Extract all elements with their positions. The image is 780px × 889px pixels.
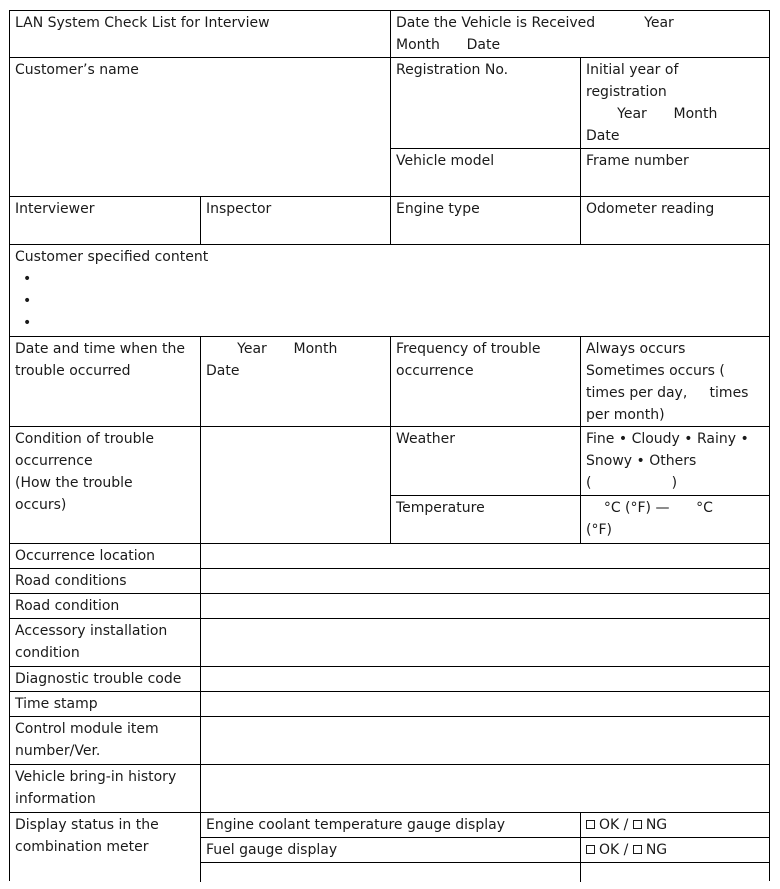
ng-checkbox[interactable] — [633, 820, 642, 829]
frame-number-cell[interactable]: Frame number — [586, 153, 689, 169]
dtc-label: Diagnostic trouble code — [15, 671, 182, 687]
condition-label: Condition of trouble occurrence (How the trouble occurs) — [15, 431, 154, 513]
engine-type-cell[interactable]: Engine type — [396, 201, 480, 217]
customer-name-label: Customer’s name — [15, 62, 139, 78]
trouble-datetime-label: Date and time when the trouble occurred — [15, 341, 186, 379]
road-conditions-label: Road conditions — [15, 573, 127, 589]
inspector-cell[interactable]: Inspector — [206, 201, 272, 217]
display-status-extra-status[interactable] — [581, 863, 769, 882]
temperature-label: Temperature — [396, 500, 485, 516]
occurrence-location-field[interactable] — [201, 544, 769, 568]
weather-label: Weather — [396, 431, 455, 447]
accessory-field[interactable] — [201, 619, 769, 666]
registration-no-cell[interactable] — [391, 58, 580, 148]
customer-content-label: Customer specified content — [15, 249, 209, 265]
temperature-value[interactable]: °C (°F) — °C (°F) — [586, 500, 713, 538]
fuel-gauge-status: OK / NG — [581, 838, 769, 862]
accessory-label: Accessory installation condition — [15, 623, 168, 661]
road-condition-field[interactable] — [201, 594, 769, 618]
time-stamp-label: Time stamp — [15, 696, 98, 712]
form-title: LAN System Check List for Interview — [15, 15, 270, 31]
list-item: • — [23, 315, 32, 331]
list-item: • — [23, 271, 32, 287]
coolant-gauge-label: Engine coolant temperature gauge display — [206, 817, 505, 833]
lan-check-list-form — [9, 10, 770, 881]
dtc-field[interactable] — [201, 667, 769, 691]
date-received-label: Date the Vehicle is Received — [396, 15, 596, 31]
odometer-cell[interactable]: Odometer reading — [586, 201, 715, 217]
ok-checkbox[interactable] — [586, 845, 595, 854]
frequency-sometimes-option[interactable]: Sometimes occurs ( — [586, 363, 725, 379]
bring-in-history-field[interactable] — [201, 765, 769, 812]
ok-checkbox[interactable] — [586, 820, 595, 829]
frequency-value[interactable]: Always occurs Sometimes occurs ( times per day, times per month) — [581, 337, 769, 426]
customer-content-cell[interactable] — [10, 245, 769, 336]
ng-checkbox[interactable] — [633, 845, 642, 854]
condition-value[interactable] — [201, 427, 390, 543]
registration-no-label: Registration No. — [396, 62, 509, 78]
list-item: • — [23, 293, 32, 309]
customer-name-cell[interactable] — [10, 58, 390, 196]
coolant-gauge-status: OK / NG — [581, 813, 769, 837]
date-received-cell[interactable]: Date the Vehicle is Received Year Month Date — [396, 15, 674, 53]
interviewer-cell[interactable]: Interviewer — [15, 201, 95, 217]
control-module-label: Control module item number/Ver. — [15, 721, 159, 759]
frequency-label: Frequency of trouble occurrence — [396, 341, 541, 379]
frequency-always-option[interactable]: Always occurs — [586, 341, 686, 357]
road-condition-label: Road condition — [15, 598, 120, 614]
road-conditions-field[interactable] — [201, 569, 769, 593]
display-status-label: Display status in the combination meter — [15, 817, 159, 855]
display-status-extra-field[interactable] — [201, 863, 580, 882]
time-stamp-field[interactable] — [201, 692, 769, 716]
initial-registration-cell[interactable]: Initial year of registration Year Month Date — [586, 62, 718, 144]
control-module-field[interactable] — [201, 717, 769, 764]
fuel-gauge-label: Fuel gauge display — [206, 842, 338, 858]
bring-in-history-label: Vehicle bring-in history information — [15, 769, 177, 807]
vehicle-model-cell[interactable]: Vehicle model — [396, 153, 495, 169]
weather-value[interactable]: Fine • Cloudy • Rainy • Snowy • Others ( ) — [586, 431, 749, 491]
trouble-datetime-value[interactable]: Year Month Date — [206, 341, 338, 379]
occurrence-location-label: Occurrence location — [15, 548, 156, 564]
